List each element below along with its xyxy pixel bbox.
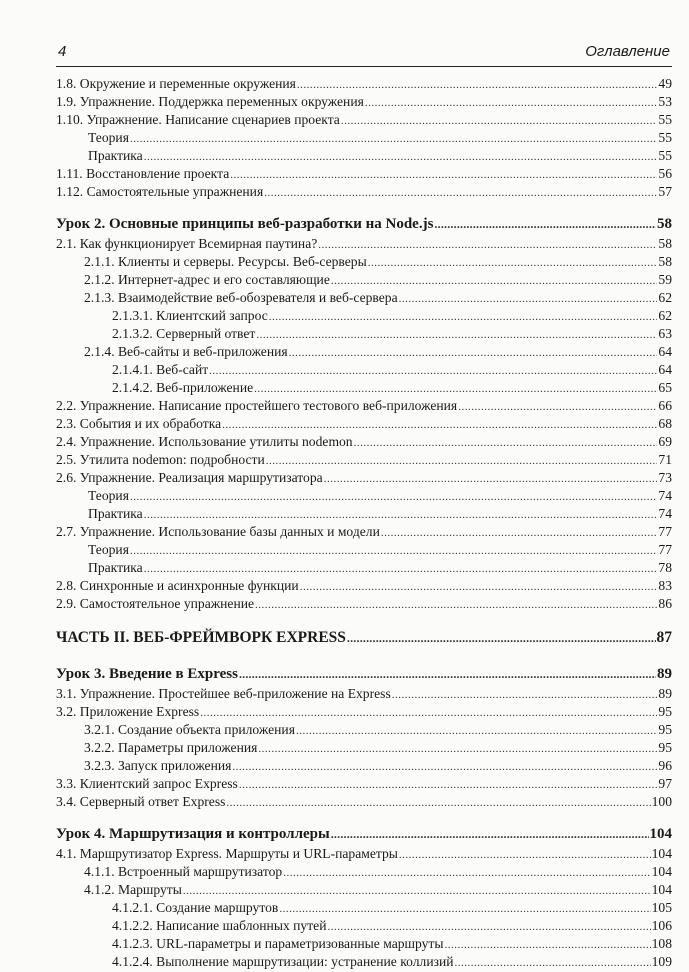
toc-entry <box>56 362 672 380</box>
toc-entry <box>56 740 672 758</box>
toc-entry-page: 96 <box>658 758 672 773</box>
toc-entry <box>56 416 672 434</box>
toc-entry-title: 2.3. События и их обработка <box>56 416 222 431</box>
toc-leader-dots <box>347 630 656 646</box>
toc-entry-title: 4.1.2.1. Создание маршрутов <box>112 900 279 915</box>
toc-entry-page: 74 <box>658 488 672 503</box>
toc-entry-title: 3.2.2. Параметры приложения <box>84 740 258 755</box>
toc-leader-dots <box>144 560 658 577</box>
toc-entry <box>56 776 672 794</box>
page-header <box>56 38 672 67</box>
toc-entry-page: 74 <box>658 506 672 521</box>
toc-entry-title: 3.4. Серверный ответ Express <box>56 794 226 809</box>
toc-leader-dots <box>331 272 658 289</box>
toc-entry-title: 2.1.3.1. Клиентский запрос <box>112 308 268 323</box>
toc-entry-title: Урок 2. Основные принципы веб-разработки на Node.js <box>56 216 434 232</box>
toc-leader-dots <box>318 236 657 253</box>
toc-entry-page: 64 <box>658 362 672 377</box>
toc-entry <box>56 488 672 506</box>
toc-entry <box>56 900 672 918</box>
toc-entry-page: 89 <box>658 686 672 701</box>
toc-entry-page: 105 <box>651 900 672 915</box>
toc-entry-title: 3.1. Упражнение. Простейшее веб-приложение на Express <box>56 686 391 701</box>
toc-leader-dots <box>283 864 650 881</box>
toc-entry-page: 58 <box>657 216 672 232</box>
toc-entry <box>56 184 672 202</box>
toc-entry <box>56 166 672 184</box>
toc-entry-title: 2.4. Упражнение. Использование утилиты nodemon <box>56 434 353 449</box>
toc-leader-dots <box>296 722 657 739</box>
toc-entry-title: 4.1.2. Маршруты <box>84 882 182 897</box>
toc-entry <box>56 578 672 596</box>
toc-entry <box>56 864 672 882</box>
toc-leader-dots <box>200 704 657 721</box>
running-title: Оглавление <box>585 43 670 60</box>
toc-leader-dots <box>258 740 657 757</box>
toc-entry <box>56 94 672 112</box>
toc-leader-dots <box>289 344 658 361</box>
toc-entry <box>56 794 672 812</box>
toc-entry-page: 77 <box>658 542 672 557</box>
toc-entry-title: 2.1.1. Клиенты и серверы. Ресурсы. Веб-серверы <box>84 254 367 269</box>
toc-entry <box>56 76 672 94</box>
toc-entry-title: Практика <box>88 506 143 521</box>
toc-entry <box>56 758 672 776</box>
toc-entry-title: 1.9. Упражнение. Поддержка переменных окружения <box>56 94 364 109</box>
toc-leader-dots <box>327 918 650 935</box>
toc-leader-dots <box>239 666 656 682</box>
toc-entry-page: 71 <box>658 452 672 467</box>
toc-entry <box>56 130 672 148</box>
toc-entry <box>56 470 672 488</box>
toc-leader-dots <box>230 166 657 183</box>
toc-leader-dots <box>434 216 656 232</box>
toc-entry-page: 78 <box>658 560 672 575</box>
toc-leader-dots <box>130 130 657 147</box>
toc-leader-dots <box>297 76 657 93</box>
toc-entry-page: 57 <box>658 184 672 199</box>
toc-entry-page: 95 <box>658 722 672 737</box>
toc-entry-title: Теория <box>88 542 129 557</box>
toc-entry-page: 83 <box>658 578 672 593</box>
toc-entry <box>56 308 672 326</box>
toc-entry-page: 86 <box>658 596 672 611</box>
toc-entry-title: 4.1.2.3. URL-параметры и параметризованные маршруты <box>112 936 444 951</box>
toc-leader-dots <box>254 380 657 397</box>
toc-entry-page: 66 <box>658 398 672 413</box>
toc-entry <box>56 112 672 130</box>
toc-entry-title: 2.1.4.2. Веб-приложение <box>112 380 254 395</box>
toc-leader-dots <box>239 776 658 793</box>
toc-entry-page: 73 <box>658 470 672 485</box>
toc-entry-page: 104 <box>651 882 672 897</box>
toc-leader-dots <box>300 578 658 595</box>
toc-leader-dots <box>130 488 657 505</box>
toc-entry <box>56 272 672 290</box>
toc-entry-title: 4.1.2.2. Написание шаблонных путей <box>112 918 327 933</box>
toc-entry-title: Теория <box>88 130 129 145</box>
toc-entry <box>56 686 672 704</box>
toc-entry-title: 4.1.2.4. Выполнение маршрутизации: устранение коллизий <box>112 954 454 969</box>
toc-leader-dots <box>458 398 657 415</box>
toc-leader-dots <box>279 900 650 917</box>
toc-entry-title: 1.8. Окружение и переменные окружения <box>56 76 296 91</box>
toc-entry-page: 53 <box>658 94 672 109</box>
toc-entry <box>56 630 672 650</box>
toc-entry-page: 56 <box>658 166 672 181</box>
toc-entry-title: 2.1.3.2. Серверный ответ <box>112 326 256 341</box>
toc-entry <box>56 398 672 416</box>
toc-entry-page: 108 <box>651 936 672 951</box>
toc-entry-page: 89 <box>657 666 672 682</box>
toc-entry <box>56 326 672 344</box>
toc-entry <box>56 434 672 452</box>
toc-leader-dots <box>445 936 651 953</box>
page-number: 4 <box>58 43 67 60</box>
toc-leader-dots <box>144 148 658 165</box>
toc-entry-title: Практика <box>88 148 143 163</box>
toc-entry-title: 2.1.4.1. Веб-сайт <box>112 362 209 377</box>
toc-entry-page: 49 <box>658 76 672 91</box>
toc-entry <box>56 524 672 542</box>
toc-entry-page: 77 <box>658 524 672 539</box>
toc-entry-title: Практика <box>88 560 143 575</box>
toc-entry-title: 3.2.3. Запуск приложения <box>84 758 232 773</box>
toc-entry <box>56 236 672 254</box>
toc-entry <box>56 542 672 560</box>
table-of-contents <box>56 76 672 972</box>
toc-leader-dots <box>368 254 658 271</box>
toc-entry-title: ЧАСТЬ II. ВЕБ-ФРЕЙМВОРК EXPRESS <box>56 629 346 646</box>
toc-entry-page: 65 <box>658 380 672 395</box>
toc-leader-dots <box>392 686 658 703</box>
toc-entry <box>56 954 672 972</box>
toc-leader-dots <box>399 846 651 863</box>
toc-leader-dots <box>365 94 658 111</box>
toc-entry-page: 109 <box>651 954 672 969</box>
toc-entry <box>56 826 672 846</box>
toc-entry-title: 3.2. Приложение Express <box>56 704 200 719</box>
toc-entry-title: 2.7. Упражнение. Использование базы данных и модели <box>56 524 380 539</box>
toc-entry <box>56 882 672 900</box>
toc-entry <box>56 452 672 470</box>
toc-entry-page: 55 <box>658 148 672 163</box>
toc-entry-page: 97 <box>658 776 672 791</box>
toc-entry-page: 55 <box>658 130 672 145</box>
toc-entry-title: 1.11. Восстановление проекта <box>56 166 230 181</box>
toc-entry-page: 106 <box>651 918 672 933</box>
toc-entry-page: 95 <box>658 740 672 755</box>
toc-entry <box>56 254 672 272</box>
toc-leader-dots <box>399 290 658 307</box>
toc-leader-dots <box>256 326 657 343</box>
toc-leader-dots <box>130 542 657 559</box>
toc-entry-page: 58 <box>658 254 672 269</box>
toc-entry-page: 95 <box>658 704 672 719</box>
toc-entry-page: 55 <box>658 112 672 127</box>
toc-entry-page: 62 <box>658 308 672 323</box>
toc-entry-title: 2.2. Упражнение. Написание простейшего тестового веб-приложения <box>56 398 458 413</box>
toc-entry-title: 3.2.1. Создание объекта приложения <box>84 722 295 737</box>
toc-entry-page: 68 <box>658 416 672 431</box>
toc-entry-title: 2.5. Утилита nodemon: подробности <box>56 452 265 467</box>
toc-entry <box>56 596 672 614</box>
toc-entry-title: 3.3. Клиентский запрос Express <box>56 776 238 791</box>
toc-entry-title: 2.1.3. Взаимодействие веб-обозревателя и веб-сервера <box>84 290 398 305</box>
toc-entry-page: 104 <box>649 826 672 842</box>
toc-leader-dots <box>269 308 658 325</box>
toc-leader-dots <box>209 362 657 379</box>
toc-entry-title: 1.12. Самостоятельные упражнения <box>56 184 264 199</box>
toc-leader-dots <box>341 112 658 129</box>
toc-entry-title: 2.6. Упражнение. Реализация маршрутизатора <box>56 470 323 485</box>
toc-leader-dots <box>324 470 658 487</box>
toc-entry <box>56 506 672 524</box>
toc-entry-page: 64 <box>658 344 672 359</box>
toc-leader-dots <box>226 794 650 811</box>
toc-entry <box>56 936 672 954</box>
toc-leader-dots <box>381 524 658 541</box>
toc-entry <box>56 918 672 936</box>
toc-entry-title: 2.1.2. Интернет-адрес и его составляющие <box>84 272 330 287</box>
toc-leader-dots <box>144 506 658 523</box>
toc-leader-dots <box>232 758 657 775</box>
toc-entry <box>56 290 672 308</box>
toc-entry <box>56 722 672 740</box>
toc-entry <box>56 846 672 864</box>
toc-entry-title: 4.1.1. Встроенный маршрутизатор <box>84 864 283 879</box>
toc-entry-page: 104 <box>651 846 672 861</box>
toc-entry-page: 87 <box>656 629 672 646</box>
toc-leader-dots <box>354 434 658 451</box>
toc-entry-page: 59 <box>658 272 672 287</box>
toc-leader-dots <box>264 184 657 201</box>
toc-entry-page: 69 <box>658 434 672 449</box>
toc-entry <box>56 344 672 362</box>
toc-entry-title: Урок 4. Маршрутизация и контроллеры <box>56 826 330 842</box>
toc-entry-title: 2.1.4. Веб-сайты и веб-приложения <box>84 344 288 359</box>
toc-entry-page: 62 <box>658 290 672 305</box>
toc-entry-title: Урок 3. Введение в Express <box>56 666 238 682</box>
toc-entry-title: Теория <box>88 488 129 503</box>
toc-leader-dots <box>331 826 649 842</box>
toc-entry-page: 100 <box>651 794 672 809</box>
toc-entry-page: 104 <box>651 864 672 879</box>
toc-entry <box>56 148 672 166</box>
toc-entry <box>56 704 672 722</box>
toc-entry <box>56 216 672 236</box>
toc-leader-dots <box>266 452 658 469</box>
toc-entry <box>56 560 672 578</box>
toc-entry-title: 2.1. Как функционирует Всемирная паутина? <box>56 236 318 251</box>
toc-entry-title: 1.10. Упражнение. Написание сценариев проекта <box>56 112 340 127</box>
toc-entry-title: 4.1. Маршрутизатор Express. Маршруты и URL-параметры <box>56 846 398 861</box>
toc-entry <box>56 666 672 686</box>
toc-leader-dots <box>455 954 651 971</box>
toc-entry-title: 2.8. Синхронные и асинхронные функции <box>56 578 299 593</box>
toc-leader-dots <box>183 882 651 899</box>
toc-leader-dots <box>255 596 657 613</box>
toc-entry <box>56 380 672 398</box>
toc-entry-page: 58 <box>658 236 672 251</box>
toc-leader-dots <box>222 416 657 433</box>
toc-entry-title: 2.9. Самостоятельное упражнение <box>56 596 255 611</box>
toc-entry-page: 63 <box>658 326 672 341</box>
